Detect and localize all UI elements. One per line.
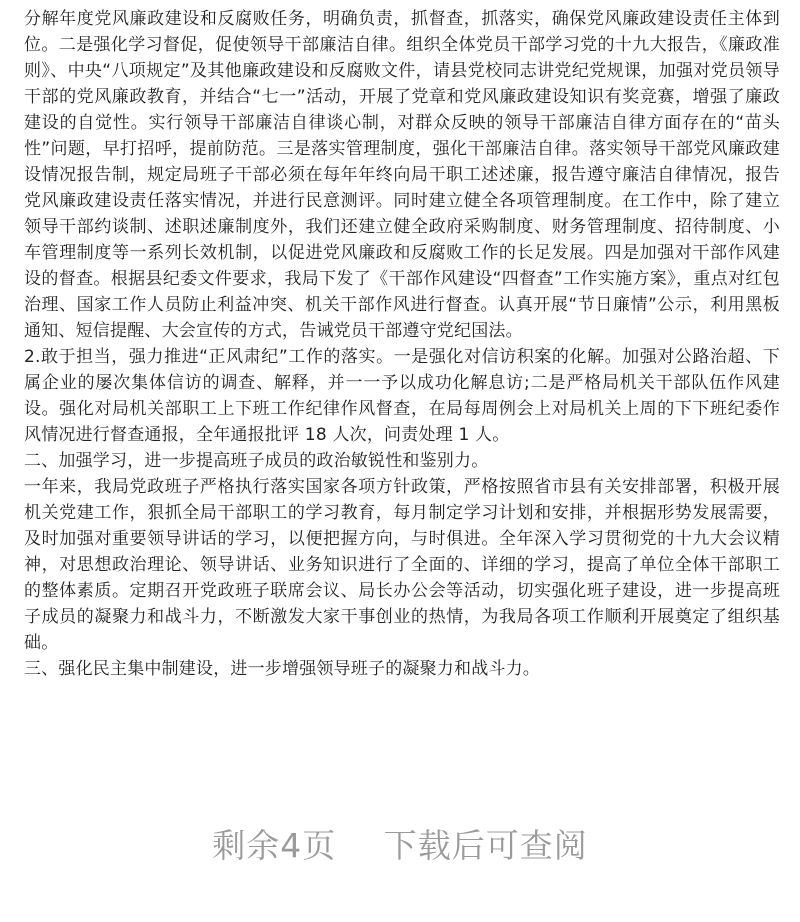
download-to-read-label: 下载后可查阅: [383, 826, 588, 865]
paragraph-discipline: 分解年度党风廉政建设和反腐败任务，明确负责，抓督查，抓落实，确保党风廉政建设责任主体到位。二是强化学习督促，促使领导干部廉洁自律。组织全体党员干部学习党的十九大报告，《廉政准则》、中央“八项规定”及其他廉政建设和反腐败文件，请县党校同志讲党纪党规课，加强对党员领导干部的党风廉政教育，并结合“七一”活动，开展了党章和党风廉政建设知识有奖竞赛，增强了廉政建设的自觉性。实行领导干部廉洁自律谈心制，对群众反映的领导干部廉洁自律方面存在的“苗头性”问题，早打招呼，提前防范。三是落实管理制度，强化干部廉洁自律。落实领导干部党风廉政建设情况报告制，规定局班子干部必须在每年年终向局干职工述述廉，报告遵守廉洁自律情况，报告党风廉政建设责任落实情况，并进行民意测评。同时建立健全各项管理制度。在工作中，除了建立领导干部约谈制、述职述廉制度外，我们还建立健全政府采购制度、财务管理制度、招待制度、小车管理制度等一系列长效机制，以促进党风廉政和反腐败工作的长足发展。四是加强对干部作风建设的督查。根据县纪委文件要求，我局下发了《干部作风建设“四督查”工作实施方案》，重点对红包治理、国家工作人员防止利益冲突、机关干部作风进行督查。认真开展“节日廉情”公示，利用黑板通知、短信提醒、大会宣传的方式，告诫党员干部遵守党纪国法。: [24, 9, 780, 341]
paragraph-responsibility: 2.敢于担当，强力推进“正风肃纪”工作的落实。一是强化对信访积案的化解。加强对公路治超、下属企业的屡次集体信访的调查、解释，并一一予以成功化解息访;二是严格局机关干部队伍作风建设。强化对局机关部职工上下班工作纪律作风督查，在局每周例会上对局机关上周的下下班纪委作风情况进行督查通报，全年通报批评 18 人次，问责处理 1 人。: [24, 347, 780, 445]
section-heading-study: 二、加强学习，进一步提高班子成员的政治敏锐性和鉴别力。: [24, 451, 489, 471]
section-heading-democracy: 三、强化民主集中制建设，进一步增强领导班子的凝聚力和战斗力。: [24, 659, 540, 679]
download-prompt[interactable]: [0, 820, 800, 867]
remaining-pages-label: 剩余4页: [212, 826, 337, 865]
document-body: [24, 0, 780, 682]
paragraph-study: 一年来，我局党政班子严格执行落实国家各项方针政策，严格按照省市县有关安排部署，积极开展机关党建工作，狠抓全局干部职工的学习教育，每月制定学习计划和安排，并根据形势发展需要，及时加强对重要领导讲话的学习，以便把握方向，与时俱进。全年深入学习贯彻党的十九大会议精神，对思想政治理论、领导讲话、业务知识进行了全面的、详细的学习，提高了单位全体干部职工的整体素质。定期召开党政班子联席会议、局长办公会等活动，切实强化班子建设，进一步提高班子成员的凝聚力和战斗力，不断激发大家干事创业的热情，为我局各项工作顺利开展奠定了组织基础。: [24, 477, 780, 653]
